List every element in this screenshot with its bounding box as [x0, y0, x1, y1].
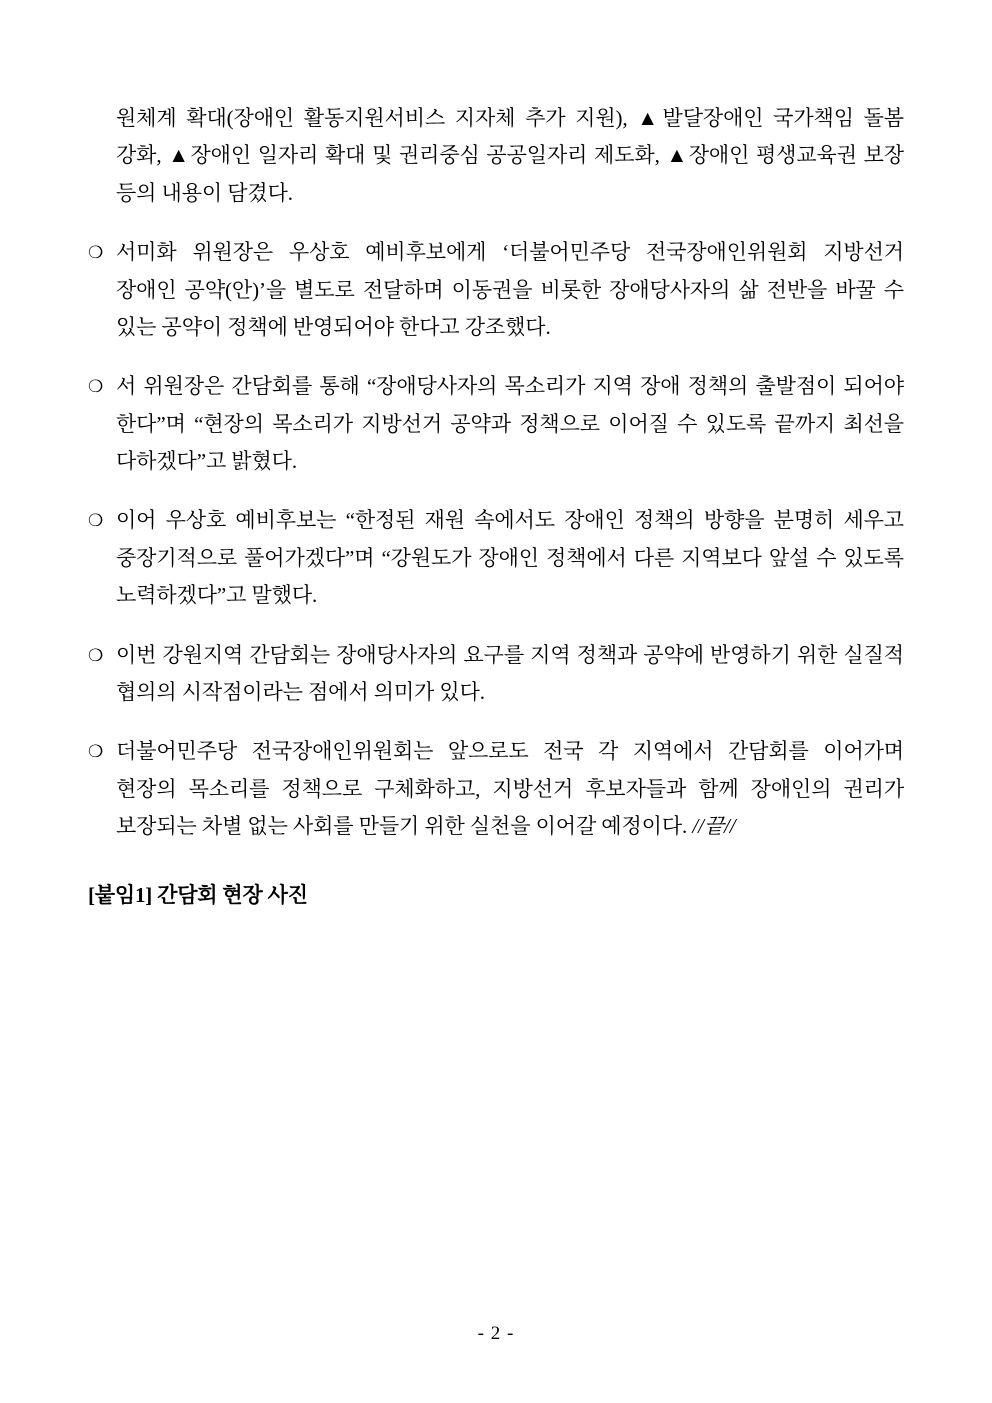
list-item-text: 서 위원장은 간담회를 통해 “장애당사자의 목소리가 지역 장애 정책의 출발점이 되어야 한다”며 “현장의 목소리가 지방선거 공약과 정책으로 이어질 수 있도록 끝까지 최선을 다하겠다”고 밝혔다. — [116, 374, 904, 473]
bullet-marker-icon: ❍ — [88, 377, 104, 397]
list-item — [88, 733, 904, 845]
list-item — [88, 637, 904, 712]
end-mark: //끝// — [692, 814, 736, 838]
list-item-text: 서미화 위원장은 우상호 예비후보에게 ‘더불어민주당 전국장애인위원회 지방선거 장애인 공약(안)’을 별도로 전달하며 이동권을 비롯한 장애당사자의 삶 전반을 바꿀 수 있는 공약이 정책에 반영되어야 한다고 강조했다. — [116, 240, 904, 339]
bullet-marker-icon: ❍ — [88, 243, 104, 263]
list-item-text — [116, 733, 904, 845]
list-item — [88, 234, 904, 346]
page-number: - 2 - — [477, 1323, 515, 1344]
continued-paragraph: 원체계 확대(장애인 활동지원서비스 지자체 추가 지원), ▲발달장애인 국가책임 돌봄 강화, ▲장애인 일자리 확대 및 권리중심 공공일자리 제도화, ▲장애인 평생교육권 보장 등의 내용이 담겼다. — [116, 106, 904, 205]
list-item-text: 이번 강원지역 간담회는 장애당사자의 요구를 지역 정책과 공약에 반영하기 위한 실질적 협의의 시작점이라는 점에서 의미가 있다. — [116, 642, 904, 704]
list-item — [88, 502, 904, 614]
bullet-marker-icon: ❍ — [88, 645, 104, 665]
bullet-marker-icon: ❍ — [88, 742, 104, 762]
list-item-body: 더불어민주당 전국장애인위원회는 앞으로도 전국 각 지역에서 간담회를 이어가며 현장의 목소리를 정책으로 구체화하고, 지방선거 후보자들과 함께 장애인의 권리가 보장되는 차별 없는 사회를 만들기 위한 실천을 이어갈 예정이다. — [116, 739, 904, 838]
list-item-text: 이어 우상호 예비후보는 “한정된 재원 속에서도 장애인 정책의 방향을 분명히 세우고 중장기적으로 풀어가겠다”며 “강원도가 장애인 정책에서 다른 지역보다 앞설 수 있도록 노력하겠다”고 말했다. — [116, 508, 904, 608]
bullet-marker-icon: ❍ — [88, 511, 104, 531]
attachment-label: [붙임1] 간담회 현장 사진 — [88, 883, 308, 908]
list-item — [88, 368, 904, 480]
